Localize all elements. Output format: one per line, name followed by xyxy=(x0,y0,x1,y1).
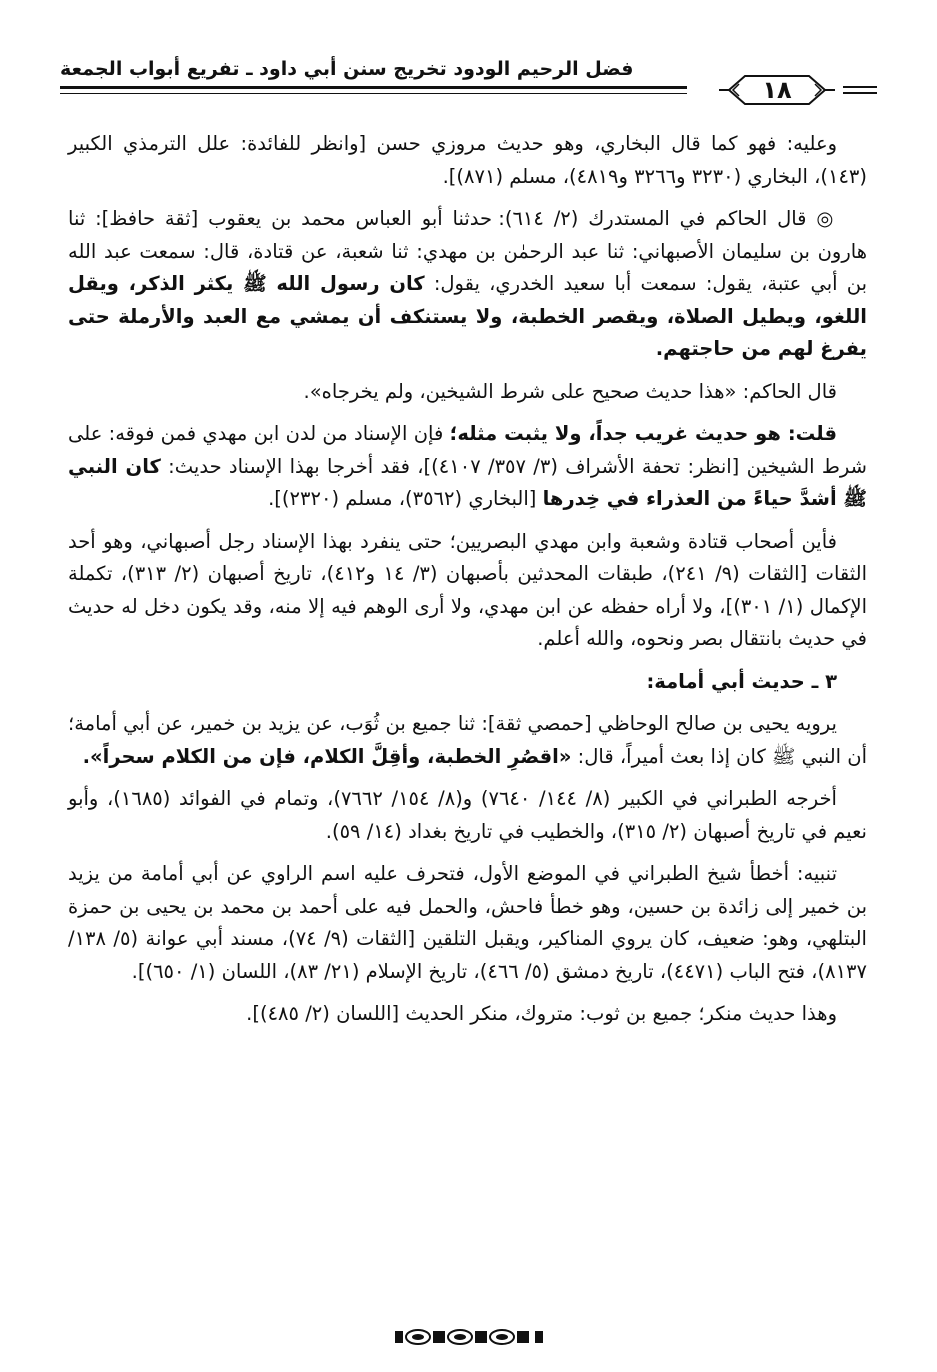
page-header xyxy=(60,50,877,110)
paragraph-8: تنبيه: أخطأ شيخ الطبراني في الموضع الأول، فتحرف عليه اسم الراوي عن أبي أمامة من يزيد بن خمير إلى زائدة بن حسين، وهو خطأ فاحش، والحمل فيه على أحمد بن محمد بن يحيى بن حمزة البتلهي، وهو: ضعيف، كان يروي المناكير، ويقبل التلقين [الثقات (٩/ ٧٤)، مسند أبي عوانة (٥/ ١٣٨/ ٨١٣٧)، فتح الباب (٤٤٧١)، تاريخ دمشق (٥/ ٤٦٦)، تاريخ الإسلام (٢١/ ٨٣)، اللسان (١/ ٦٥٠)]. xyxy=(68,862,867,983)
header-rule-thin xyxy=(60,93,687,94)
section-heading: ٣ ـ حديث أبي أمامة: xyxy=(646,669,837,693)
paragraph-2 xyxy=(68,203,867,366)
paragraph-6 xyxy=(68,708,867,773)
paragraph-5: فأين أصحاب قتادة وشعبة وابن مهدي البصريين؛ حتى ينفرد بهذا الإسناد رجل أصبهاني، وهو أحد الثقات [الثقات (٩/ ٢٤١)، طبقات المحدثين بأصبهان (٣/ ١٤ و٤١٢)، تاريخ أصبهان (٢/ ٣١٣)، تكملة الإكمال (١/ ٣٠١)]، ولا أراه حفظه عن ابن مهدي، ولا أرى الوهم فيه إلا منه، وقد يكون دخل له حديث في حديث بانتقال بصر ونحوه، والله أعلم. xyxy=(68,529,868,650)
paragraph-4-verdict: قلت: هو حديث غريب جداً، ولا يثبت مثله؛ xyxy=(449,422,837,445)
decorative-border-icon xyxy=(394,1326,544,1348)
header-side-lines xyxy=(843,86,877,96)
running-title: فضل الرحيم الودود تخريج سنن أبي داود ـ تفريع أبواب الجمعة xyxy=(60,58,634,80)
paragraph-4-reason: فإن الإسناد من لدن ابن مهدي فمن فوقه: على شرط الشيخين [انظر: تحفة الأشراف (٣/ ٣٥٧/ ٤١٠٧)]، فقد أخرجا بهذا الإسناد حديث: xyxy=(68,422,867,478)
paragraph-7: أخرجه الطبراني في الكبير (٨/ ١٤٤/ ٧٦٤٠) و(٨/ ١٥٤/ ٧٦٦٢)، وتمام في الفوائد (١٦٨٥)، وأبو نعيم في تاريخ أصبهان (٢/ ٣١٥)، والخطيب في تاريخ بغداد (١٤/ ٥٩). xyxy=(68,787,867,843)
paragraph-9: وهذا حديث منكر؛ جميع بن ثوب: متروك، منكر الحديث [اللسان (٢/ ٤٨٥)]. xyxy=(246,1002,837,1025)
paragraph-2-isnad: ◎ قال الحاكم في المستدرك (٢/ ٦١٤): حدثنا أبو العباس محمد بن يعقوب [ثقة حافظ]: ثنا هارون بن سليمان الأصبهاني: ثنا عبد الرحمٰن بن مهدي: ثنا شعبة، عن قتادة، قال: سمعت عبد الله بن أبي عتبة، يقول: سمعت أبا سعيد الخدري، يقول: xyxy=(68,207,867,295)
page-number: ١٨ xyxy=(762,76,792,104)
page-body xyxy=(68,128,867,1041)
paragraph-6-isnad: يرويه يحيى بن صالح الوحاظي [حمصي ثقة]: ثنا جميع بن ثُوَب، عن يزيد بن خمير، عن أبي أمامة؛ أن النبي ﷺ كان إذا بعث أميراً، قال: xyxy=(68,712,867,768)
paragraph-4-sources: [البخاري (٣٥٦٢)، مسلم (٢٣٢٠)]. xyxy=(268,487,543,510)
paragraph-3: قال الحاكم: «هذا حديث صحيح على شرط الشيخين، ولم يخرجاه». xyxy=(303,379,837,403)
paragraph-1: وعليه: فهو كما قال البخاري، وهو حديث مروزي حسن [وانظر للفائدة: علل الترمذي الكبير (١٤٣)، البخاري (٣٢٣٠ و٣٢٦٦ و٤٨١٩)، مسلم (٨٧١)]. xyxy=(68,132,867,188)
page-number-badge xyxy=(717,70,837,110)
paragraph-4 xyxy=(68,418,867,516)
footer-ornament xyxy=(0,1326,937,1352)
header-rule-thick xyxy=(60,86,687,89)
paragraph-2-hadith-text: كان رسول الله ﷺ يكثر الذكر، ويقل اللغو، ويطيل الصلاة، ويقصر الخطبة، ولا يستنكف أن يمشي مع العبد والأرملة حتى يفرغ لهم من حاجتهم. xyxy=(68,272,867,360)
paragraph-4-hadith-text: كان النبي ﷺ أشدَّ حياءً من العذراء في خِدرها xyxy=(68,454,867,510)
paragraph-6-hadith-text: «اقصُرِ الخطبة، وأقِلَّ الكلام، فإن من الكلام سحراً». xyxy=(82,744,572,768)
